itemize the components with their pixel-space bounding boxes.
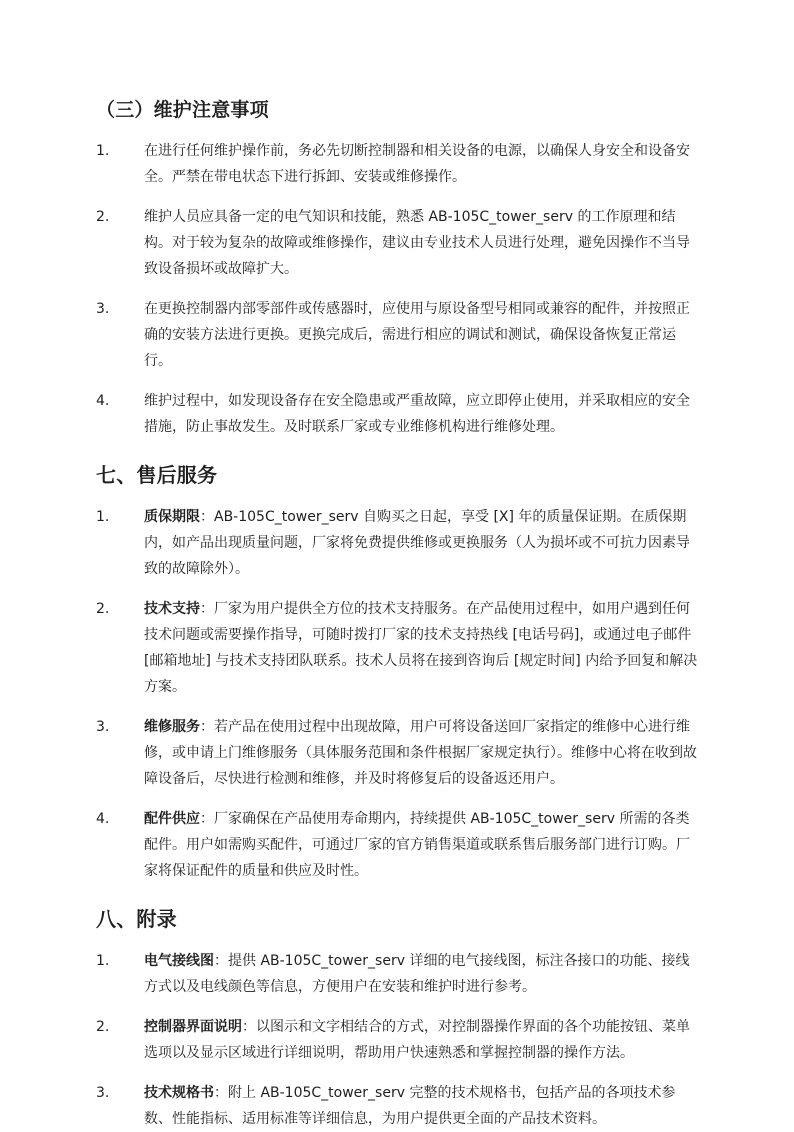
list-item xyxy=(96,806,698,884)
after-sales-list xyxy=(96,504,698,884)
maintenance-notes-heading: （三）维护注意事项 xyxy=(96,99,269,121)
list-item xyxy=(96,1014,698,1066)
item-lead-term: 质保期限 xyxy=(144,509,200,525)
list-item-text: 维护人员应具备一定的电气知识和技能，熟悉 AB-105C_tower_serv 的工作原理和结构。对于较为复杂的故障或维修操作，建议由专业技术人员进行处理，避免因操作不当导致设备损坏或故障扩大。 xyxy=(144,209,690,277)
list-item-text: ：提供 AB-105C_tower_serv 详细的电气接线图，标注各接口的功能、接线方式以及电线颜色等信息，方便用户在安装和维护时进行参考。 xyxy=(144,953,690,995)
list-item-text: 在更换控制器内部零部件或传感器时，应使用与原设备型号相同或兼容的配件，并按照正确的安装方法进行更换。更换完成后，需进行相应的调试和测试，确保设备恢复正常运行。 xyxy=(144,301,690,369)
list-number: 3. xyxy=(96,301,110,317)
list-number: 1. xyxy=(96,143,110,159)
list-item xyxy=(96,1080,698,1132)
list-item-text: ：附上 AB-105C_tower_serv 完整的技术规格书，包括产品的各项技术参数、性能指标、适用标准等详细信息，为用户提供更全面的产品技术资料。 xyxy=(144,1085,676,1127)
list-item-text: ：厂家为用户提供全方位的技术支持服务。在产品使用过程中，如用户遇到任何技术问题或需要操作指导，可随时拨打厂家的技术支持热线 [电话号码]，或通过电子邮件 [邮箱地址] 与技术支持团队联系。技术人员将在接到咨询后 [规定时间] 内给予回复和解决方案。 xyxy=(144,601,698,695)
item-lead-term: 维修服务 xyxy=(144,719,200,735)
list-item xyxy=(96,714,698,792)
list-number: 2. xyxy=(96,601,110,617)
list-item-text: ：AB-105C_tower_serv 自购买之日起，享受 [X] 年的质量保证期。在质保期内，如产品出现质量问题，厂家将免费提供维修或更换服务（人为损坏或不可抗力因素导致的故障除外）。 xyxy=(144,509,690,577)
list-item-text: 在进行任何维护操作前，务必先切断控制器和相关设备的电源，以确保人身安全和设备安全。严禁在带电状态下进行拆卸、安装或维修操作。 xyxy=(144,143,690,185)
list-number: 1. xyxy=(96,953,110,969)
item-lead-term: 电气接线图 xyxy=(144,953,214,969)
list-number: 4. xyxy=(96,393,110,409)
appendix-list xyxy=(96,948,698,1132)
list-item-text: ：若产品在使用过程中出现故障，用户可将设备送回厂家指定的维修中心进行维修，或申请上门维修服务（具体服务范围和条件根据厂家规定执行）。维修中心将在收到故障设备后，尽快进行检测和维修，并及时将修复后的设备返还用户。 xyxy=(144,719,697,787)
list-item-text: 维护过程中，如发现设备存在安全隐患或严重故障，应立即停止使用，并采取相应的安全措施，防止事故发生。及时联系厂家或专业维修机构进行维修处理。 xyxy=(144,393,690,435)
item-lead-term: 配件供应 xyxy=(144,811,200,827)
list-number: 3. xyxy=(96,719,110,735)
list-number: 4. xyxy=(96,811,110,827)
item-lead-term: 技术规格书 xyxy=(144,1085,214,1101)
list-item xyxy=(96,504,698,582)
appendix-heading: 八、附录 xyxy=(96,907,177,931)
list-item xyxy=(96,948,698,1000)
list-item xyxy=(96,388,698,440)
list-item xyxy=(96,204,698,282)
list-item xyxy=(96,296,698,374)
after-sales-heading: 七、售后服务 xyxy=(96,463,218,487)
list-item-text: ：厂家确保在产品使用寿命期内，持续提供 AB-105C_tower_serv 所需的各类配件。用户如需购买配件，可通过厂家的官方销售渠道或联系售后服务部门进行订购。厂家将保证配件的质量和供应及时性。 xyxy=(144,811,690,879)
item-lead-term: 技术支持 xyxy=(144,601,200,617)
list-item-text: ：以图示和文字相结合的方式，对控制器操作界面的各个功能按钮、菜单选项以及显示区域进行详细说明，帮助用户快速熟悉和掌握控制器的操作方法。 xyxy=(144,1019,690,1061)
item-lead-term: 控制器界面说明 xyxy=(144,1019,242,1035)
list-number: 3. xyxy=(96,1085,110,1101)
list-item xyxy=(96,596,698,700)
maintenance-notes-list xyxy=(96,138,698,440)
list-number: 1. xyxy=(96,509,110,525)
list-number: 2. xyxy=(96,1019,110,1035)
list-number: 2. xyxy=(96,209,110,225)
list-item xyxy=(96,138,698,190)
